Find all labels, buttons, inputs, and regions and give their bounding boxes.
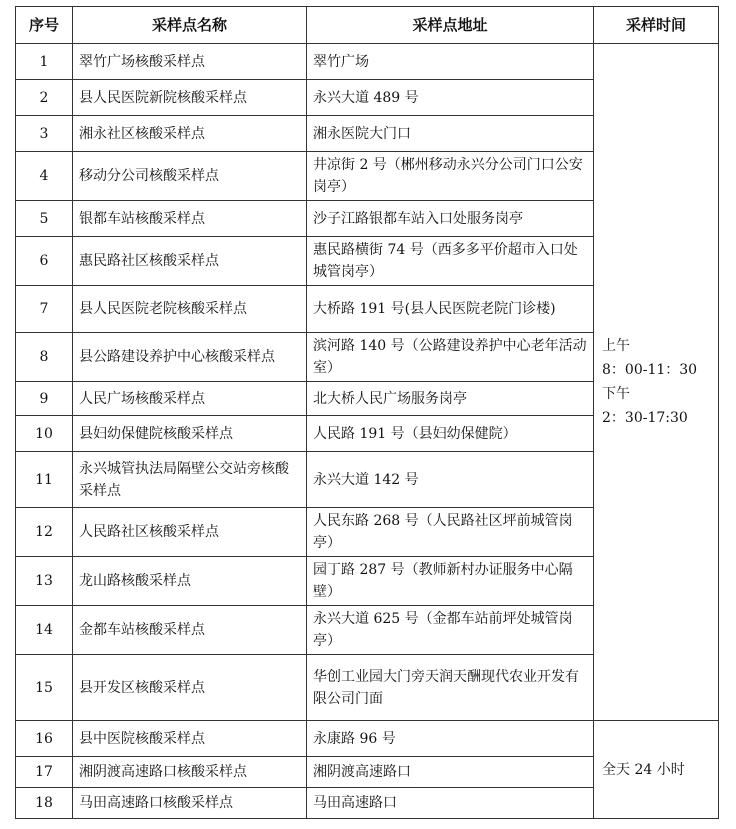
row-index: 15 bbox=[16, 655, 73, 721]
row-index: 4 bbox=[16, 152, 73, 201]
row-index: 8 bbox=[16, 333, 73, 382]
row-index: 12 bbox=[16, 508, 73, 557]
row-address: 井凉街 2 号（郴州移动永兴分公司门口公安岗亭） bbox=[307, 152, 594, 201]
morning-label: 上午 bbox=[602, 338, 630, 354]
row-name: 龙山路核酸采样点 bbox=[73, 557, 307, 606]
row-name: 县公路建设养护中心核酸采样点 bbox=[73, 333, 307, 382]
row-name: 永兴城管执法局隔壁公交站旁核酸采样点 bbox=[73, 452, 307, 508]
header-time: 采样时间 bbox=[594, 7, 719, 44]
row-name: 县人民医院老院核酸采样点 bbox=[73, 286, 307, 333]
table-row bbox=[16, 721, 719, 757]
row-address: 人民东路 268 号（人民路社区坪前城管岗亭） bbox=[307, 508, 594, 557]
row-index: 2 bbox=[16, 80, 73, 116]
row-address: 北大桥人民广场服务岗亭 bbox=[307, 382, 594, 416]
row-name: 银都车站核酸采样点 bbox=[73, 201, 307, 237]
row-name: 县中医院核酸采样点 bbox=[73, 721, 307, 757]
time-cell-allday: 全天 24 小时 bbox=[594, 721, 719, 819]
row-address: 马田高速路口 bbox=[307, 788, 594, 819]
sampling-sites-table bbox=[15, 6, 719, 819]
row-index: 13 bbox=[16, 557, 73, 606]
row-address: 永兴大道 489 号 bbox=[307, 80, 594, 116]
row-index: 7 bbox=[16, 286, 73, 333]
row-index: 9 bbox=[16, 382, 73, 416]
row-index: 3 bbox=[16, 116, 73, 152]
row-index: 6 bbox=[16, 237, 73, 286]
row-address: 人民路 191 号（县妇幼保健院） bbox=[307, 416, 594, 452]
row-address: 永兴大道 142 号 bbox=[307, 452, 594, 508]
row-name: 惠民路社区核酸采样点 bbox=[73, 237, 307, 286]
header-index: 序号 bbox=[16, 7, 73, 44]
row-address: 沙子江路银都车站入口处服务岗亭 bbox=[307, 201, 594, 237]
row-index: 5 bbox=[16, 201, 73, 237]
row-name: 移动分公司核酸采样点 bbox=[73, 152, 307, 201]
row-name: 县妇幼保健院核酸采样点 bbox=[73, 416, 307, 452]
row-index: 1 bbox=[16, 44, 73, 80]
row-name: 县人民医院新院核酸采样点 bbox=[73, 80, 307, 116]
row-name: 人民广场核酸采样点 bbox=[73, 382, 307, 416]
row-address: 大桥路 191 号(县人民医院老院门诊楼) bbox=[307, 286, 594, 333]
row-address: 滨河路 140 号（公路建设养护中心老年活动室） bbox=[307, 333, 594, 382]
row-name: 翠竹广场核酸采样点 bbox=[73, 44, 307, 80]
row-index: 17 bbox=[16, 757, 73, 788]
row-address: 湘永医院大门口 bbox=[307, 116, 594, 152]
row-address: 永兴大道 625 号（金都车站前坪处城管岗亭） bbox=[307, 606, 594, 655]
row-index: 11 bbox=[16, 452, 73, 508]
header-address: 采样点地址 bbox=[307, 7, 594, 44]
row-address: 园丁路 287 号（教师新村办证服务中心隔壁） bbox=[307, 557, 594, 606]
morning-time: 8：00-11：30 bbox=[602, 362, 698, 378]
table-header-row bbox=[16, 7, 719, 44]
row-name: 人民路社区核酸采样点 bbox=[73, 508, 307, 557]
row-address: 湘阴渡高速路口 bbox=[307, 757, 594, 788]
row-index: 10 bbox=[16, 416, 73, 452]
row-name: 金都车站核酸采样点 bbox=[73, 606, 307, 655]
afternoon-time: 2：30-17:30 bbox=[602, 410, 688, 426]
time-cell-daytime bbox=[594, 44, 719, 721]
row-index: 14 bbox=[16, 606, 73, 655]
row-index: 18 bbox=[16, 788, 73, 819]
row-index: 16 bbox=[16, 721, 73, 757]
row-name: 县开发区核酸采样点 bbox=[73, 655, 307, 721]
row-address: 翠竹广场 bbox=[307, 44, 594, 80]
afternoon-label: 下午 bbox=[602, 386, 630, 402]
row-address: 华创工业园大门旁天润天酬现代农业开发有限公司门面 bbox=[307, 655, 594, 721]
row-name: 湘永社区核酸采样点 bbox=[73, 116, 307, 152]
row-name: 湘阴渡高速路口核酸采样点 bbox=[73, 757, 307, 788]
table-row bbox=[16, 44, 719, 80]
header-name: 采样点名称 bbox=[73, 7, 307, 44]
row-name: 马田高速路口核酸采样点 bbox=[73, 788, 307, 819]
row-address: 永康路 96 号 bbox=[307, 721, 594, 757]
row-address: 惠民路横街 74 号（西多多平价超市入口处城管岗亭） bbox=[307, 237, 594, 286]
